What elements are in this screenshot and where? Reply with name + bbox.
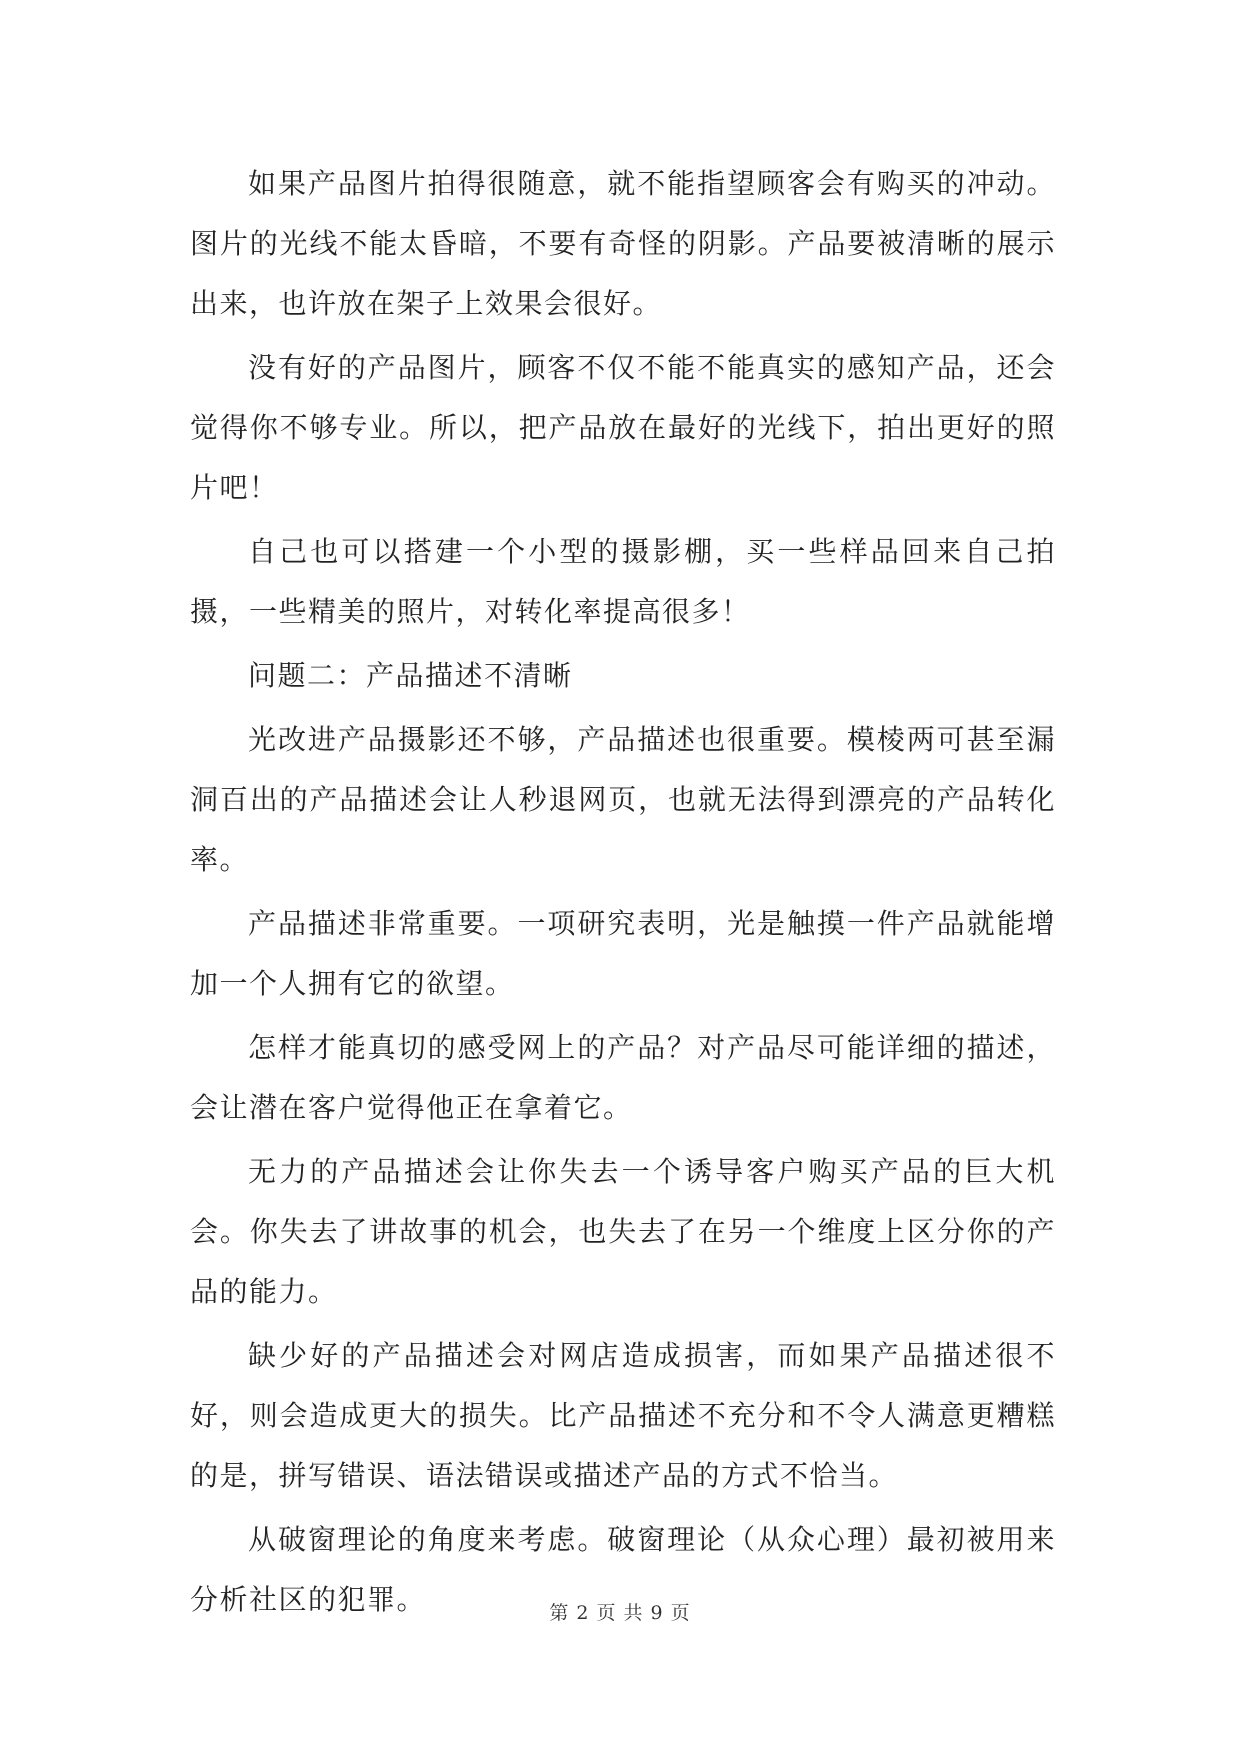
paragraph: 光改进产品摄影还不够，产品描述也很重要。模棱两可甚至漏洞百出的产品描述会让人秒退网页，也就无法得到漂亮的产品转化率。 bbox=[190, 723, 1056, 876]
paragraph: 如果产品图片拍得很随意，就不能指望顾客会有购买的冲动。图片的光线不能太昏暗，不要有奇怪的阴影。产品要被清晰的展示出来，也许放在架子上效果会很好。 bbox=[190, 167, 1056, 320]
document-body bbox=[190, 154, 1056, 1634]
footer-total-word: 共 bbox=[623, 1602, 645, 1624]
footer-suffix: 页 bbox=[670, 1602, 692, 1624]
paragraph: 没有好的产品图片，顾客不仅不能不能真实的感知产品，还会觉得你不够专业。所以，把产品放在最好的光线下，拍出更好的照片吧！ bbox=[190, 351, 1056, 504]
paragraph: 从破窗理论的角度来考虑。破窗理论（从众心理）最初被用来分析社区的犯罪。 bbox=[190, 1523, 1056, 1616]
footer-page-word: 页 bbox=[596, 1602, 618, 1624]
paragraph: 自己也可以搭建一个小型的摄影棚，买一些样品回来自己拍摄，一些精美的照片，对转化率提高很多！ bbox=[190, 535, 1056, 628]
page-footer bbox=[0, 1598, 1241, 1625]
paragraph: 怎样才能真切的感受网上的产品？对产品尽可能详细的描述，会让潜在客户觉得他正在拿着它。 bbox=[190, 1031, 1056, 1124]
total-pages-number: 9 bbox=[650, 1602, 665, 1624]
section-heading: 问题二：产品描述不清晰 bbox=[248, 659, 573, 692]
paragraph: 缺少好的产品描述会对网店造成损害，而如果产品描述很不好，则会造成更大的损失。比产品描述不充分和不令人满意更糟糕的是，拼写错误、语法错误或描述产品的方式不恰当。 bbox=[190, 1339, 1056, 1492]
footer-prefix: 第 bbox=[549, 1602, 571, 1624]
paragraph: 产品描述非常重要。一项研究表明，光是触摸一件产品就能增加一个人拥有它的欲望。 bbox=[190, 907, 1056, 1000]
current-page-number: 2 bbox=[576, 1602, 591, 1624]
paragraph: 无力的产品描述会让你失去一个诱导客户购买产品的巨大机会。你失去了讲故事的机会，也失去了在另一个维度上区分你的产品的能力。 bbox=[190, 1155, 1056, 1308]
